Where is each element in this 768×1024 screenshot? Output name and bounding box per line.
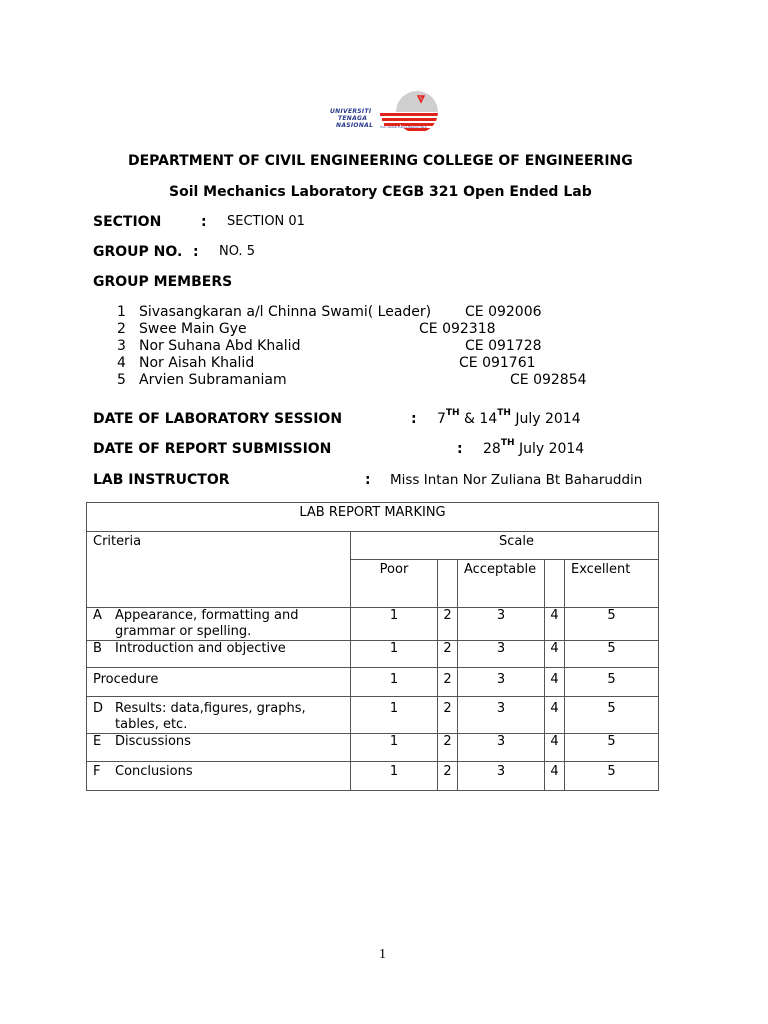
criterion-text: Appearance, formatting and grammar or spelling.	[115, 608, 299, 639]
member-id: CE 092006	[465, 304, 542, 320]
score-2: 2	[438, 641, 458, 668]
member-num: 3	[117, 338, 126, 354]
scale-excellent-label: Excellent	[565, 560, 659, 608]
member-num: 1	[117, 304, 126, 320]
criterion-text: Procedure	[93, 672, 159, 687]
score-5: 5	[565, 762, 659, 791]
scale-poor-label: Poor	[351, 560, 438, 608]
criterion-letter: A	[93, 608, 102, 623]
member-id: CE 092318	[419, 321, 496, 337]
score-1: 1	[351, 734, 438, 762]
score-3: 3	[458, 762, 545, 791]
score-5: 5	[565, 668, 659, 697]
logo-tagline: Your Global Future Begins Here	[380, 125, 427, 129]
logo-text-line2: TENAGA	[338, 115, 368, 122]
criteria-header: Criteria	[87, 532, 351, 608]
score-3: 3	[458, 608, 545, 641]
member-id: CE 091761	[459, 355, 536, 371]
member-name: Nor Suhana Abd Khalid	[139, 338, 301, 354]
member-name: Sivasangkaran a/l Chinna Swami( Leader)	[139, 304, 432, 320]
submission-colon: :	[457, 441, 463, 457]
score-4: 4	[545, 697, 565, 734]
criterion-letter: D	[93, 701, 104, 716]
table-title: LAB REPORT MARKING	[87, 503, 659, 532]
criterion-text: Introduction and objective	[115, 641, 286, 656]
member-name: Arvien Subramaniam	[139, 372, 287, 388]
scale-header: Scale	[351, 532, 659, 560]
criterion-letter: F	[93, 764, 101, 779]
score-2: 2	[438, 697, 458, 734]
instructor-name: Miss Intan Nor Zuliana Bt Baharuddin	[390, 472, 643, 488]
table-row	[87, 668, 659, 697]
scale-blank-cell	[438, 560, 458, 608]
score-2: 2	[438, 762, 458, 791]
instructor-colon: :	[365, 472, 371, 488]
table-row	[87, 641, 659, 668]
member-num: 5	[117, 372, 126, 388]
score-5: 5	[565, 608, 659, 641]
criterion-text: Discussions	[115, 734, 191, 749]
score-4: 4	[545, 762, 565, 791]
submission-date: 28TH July 2014	[483, 438, 585, 457]
score-4: 4	[545, 641, 565, 668]
score-5: 5	[565, 697, 659, 734]
member-id: CE 092854	[510, 372, 587, 388]
scale-blank-cell	[545, 560, 565, 608]
score-4: 4	[545, 734, 565, 762]
lab-report-marking-table	[86, 502, 659, 791]
section-colon: :	[201, 214, 207, 230]
member-num: 2	[117, 321, 126, 337]
score-1: 1	[351, 668, 438, 697]
section-label: SECTION	[93, 214, 162, 230]
table-row	[87, 734, 659, 762]
table-row	[87, 697, 659, 734]
members-label: GROUP MEMBERS	[93, 274, 233, 290]
scale-acceptable-label: Acceptable	[458, 560, 545, 608]
member-num: 4	[117, 355, 126, 371]
table-row	[87, 762, 659, 791]
score-1: 1	[351, 762, 438, 791]
member-name: Nor Aisah Khalid	[139, 355, 255, 371]
score-2: 2	[438, 734, 458, 762]
instructor-label: LAB INSTRUCTOR	[93, 472, 230, 488]
score-3: 3	[458, 668, 545, 697]
score-1: 1	[351, 608, 438, 641]
criterion-letter: B	[93, 641, 102, 656]
score-3: 3	[458, 734, 545, 762]
score-2: 2	[438, 608, 458, 641]
criterion-text: Conclusions	[115, 764, 193, 779]
group-label: GROUP NO.	[93, 244, 183, 260]
score-3: 3	[458, 641, 545, 668]
page-number: 1	[379, 947, 386, 962]
course-heading: Soil Mechanics Laboratory CEGB 321 Open Ended Lab	[169, 184, 592, 200]
logo-text-line3: NASIONAL	[336, 122, 374, 129]
submission-label: DATE OF REPORT SUBMISSION	[93, 441, 332, 457]
member-name: Swee Main Gye	[139, 321, 247, 337]
section-value: SECTION 01	[227, 214, 305, 229]
criterion-text: Results: data,figures, graphs, tables, etc.	[115, 701, 306, 732]
table-row	[87, 608, 659, 641]
department-heading: DEPARTMENT OF CIVIL ENGINEERING COLLEGE OF ENGINEERING	[128, 153, 633, 169]
score-1: 1	[351, 641, 438, 668]
score-1: 1	[351, 697, 438, 734]
group-value: NO. 5	[219, 244, 255, 259]
university-logo	[328, 86, 440, 138]
session-label: DATE OF LABORATORY SESSION	[93, 411, 343, 427]
score-4: 4	[545, 668, 565, 697]
score-4: 4	[545, 608, 565, 641]
score-5: 5	[565, 641, 659, 668]
score-5: 5	[565, 734, 659, 762]
session-date: 7TH & 14TH July 2014	[437, 408, 581, 427]
score-2: 2	[438, 668, 458, 697]
session-colon: :	[411, 411, 417, 427]
score-3: 3	[458, 697, 545, 734]
member-id: CE 091728	[465, 338, 542, 354]
criterion-letter: E	[93, 734, 102, 749]
group-colon: :	[193, 244, 199, 260]
logo-text-line1: UNIVERSITI	[330, 108, 372, 115]
